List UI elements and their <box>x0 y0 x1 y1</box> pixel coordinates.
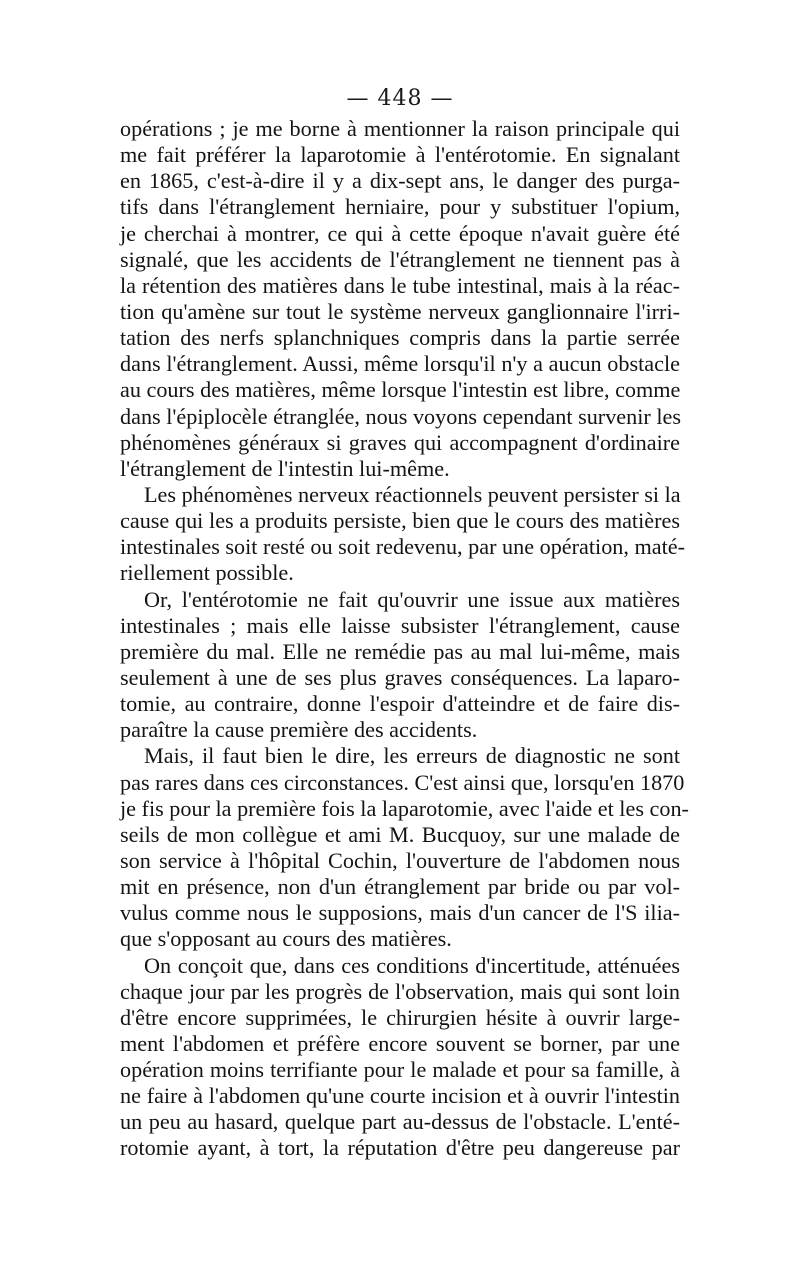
paragraph <box>120 587 680 744</box>
text-line: opération moins terrifiante pour le malade et pour sa famille, à <box>120 1057 680 1083</box>
text-line: l'étranglement de l'intestin lui-même. <box>120 455 450 481</box>
text-line: intestinales soit resté ou soit redevenu, par une opération, maté- <box>120 534 685 560</box>
text-line: Mais, il faut bien le dire, les erreurs de diagnostic ne sont <box>144 743 680 769</box>
page-number: — 448 — <box>346 86 454 111</box>
text-line: pas rares dans ces circonstances. C'est ainsi que, lorsqu'en 1870 <box>120 769 685 795</box>
text-line: d'être encore supprimées, le chirurgien hésite à ouvrir large- <box>120 1004 680 1030</box>
body-text <box>120 116 689 1162</box>
text-line: dans l'épiplocèle étranglée, nous voyons cependant survenir les <box>120 403 681 429</box>
text-line: On conçoit que, dans ces conditions d'incertitude, atténuées <box>144 952 680 978</box>
text-line: opérations ; je me borne à mentionner la raison principale qui <box>120 116 680 141</box>
text-line: ne faire à l'abdomen qu'une courte incision et à ouvrir l'intestin <box>120 1083 680 1109</box>
text-line: Or, l'entérotomie ne fait qu'ouvrir une issue aux matières <box>144 586 680 612</box>
text-line: que s'opposant au cours des matières. <box>120 926 452 952</box>
text-line: phénomènes généraux si graves qui accompagnent d'ordinaire <box>120 429 680 455</box>
paragraph <box>120 953 680 1162</box>
text-line: cause qui les a produits persiste, bien que le cours des matières <box>120 508 680 534</box>
text-line: tifs dans l'étranglement herniaire, pour y substituer l'opium, <box>120 194 680 220</box>
text-line: Les phénomènes nerveux réactionnels peuvent persister si la <box>144 481 681 507</box>
text-line: me fait préférer la laparotomie à l'entérotomie. En signalant <box>120 142 680 168</box>
paragraph <box>120 116 680 482</box>
text-line: paraître la cause première des accidents. <box>120 717 478 743</box>
text-line: seulement à une de ses plus graves conséquences. La laparo- <box>120 664 680 690</box>
paragraph <box>120 481 685 587</box>
text-line: première du mal. Elle ne remédie pas au mal lui-même, mais <box>120 638 680 664</box>
text-line: au cours des matières, même lorsque l'intestin est libre, comme <box>120 377 681 403</box>
text-line: tion qu'amène sur tout le système nerveux ganglionnaire l'irri- <box>120 298 680 324</box>
text-line: tomie, au contraire, donne l'espoir d'atteindre et de faire dis- <box>120 691 680 717</box>
paragraph <box>120 743 689 952</box>
text-line: intestinales ; mais elle laisse subsister l'étranglement, cause <box>120 612 680 638</box>
text-line: je cherchai à montrer, ce qui à cette époque n'avait guère été <box>120 220 680 246</box>
text-line: riellement possible. <box>120 560 294 586</box>
text-line: son service à l'hôpital Cochin, l'ouverture de l'abdomen nous <box>120 847 680 873</box>
text-line: mit en présence, non d'un étranglement par bride ou par vol- <box>120 874 680 900</box>
text-line: signalé, que les accidents de l'étranglement ne tiennent pas à <box>120 246 680 272</box>
text-line: la rétention des matières dans le tube intestinal, mais à la réac- <box>120 272 680 298</box>
text-line: seils de mon collègue et ami M. Bucquoy, sur une malade de <box>120 821 680 847</box>
text-line: je fis pour la première fois la laparotomie, avec l'aide et les con- <box>120 795 689 821</box>
text-line: dans l'étranglement. Aussi, même lorsqu'il n'y a aucun obstacle <box>120 351 680 377</box>
text-line: rotomie ayant, à tort, la réputation d'être peu dangereuse par <box>120 1135 680 1161</box>
text-line: chaque jour par les progrès de l'observation, mais qui sont loin <box>120 978 680 1004</box>
text-line: tation des nerfs splanchniques compris dans la partie serrée <box>120 325 680 351</box>
text-line: un peu au hasard, quelque part au-dessus de l'obstacle. L'enté- <box>120 1109 680 1135</box>
text-line: en 1865, c'est-à-dire il y a dix-sept ans, le danger des purga- <box>120 168 680 194</box>
text-line: vulus comme nous le supposions, mais d'un cancer de l'S ilia- <box>120 900 680 926</box>
text-line: ment l'abdomen et préfère encore souvent se borner, par une <box>120 1030 680 1056</box>
